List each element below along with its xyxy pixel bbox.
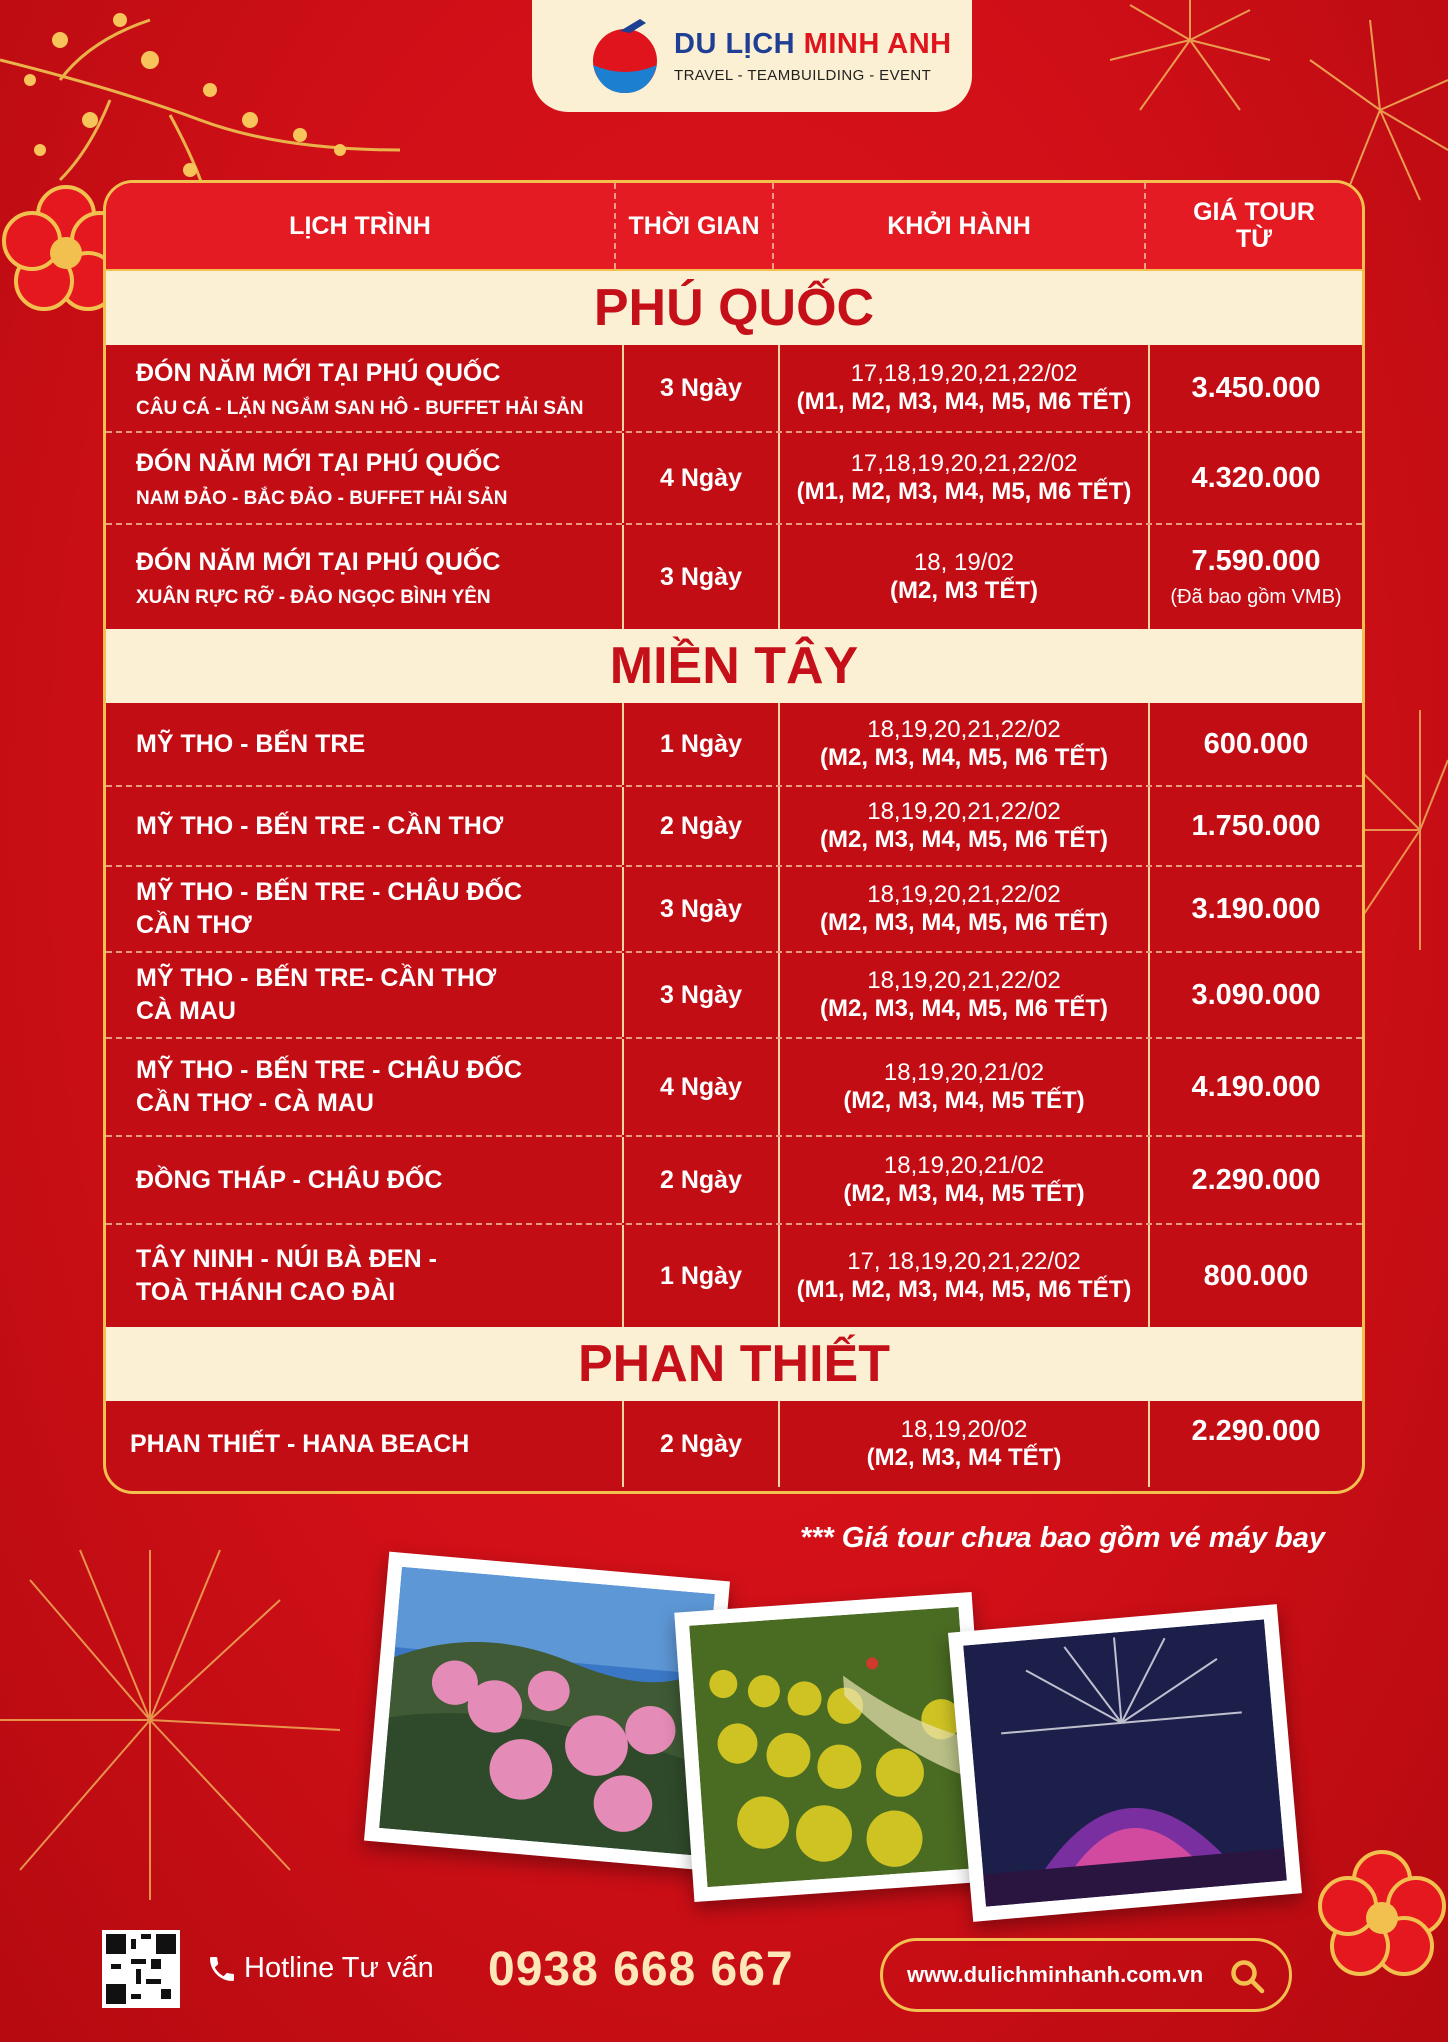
tour-name: MỸ THO - BẾN TRE - CHÂU ĐỐC CẦN THƠ [136, 878, 523, 939]
tour-price: 1.750.000 [1191, 809, 1321, 842]
brand-tagline: TRAVEL - TEAMBUILDING - EVENT [674, 67, 932, 84]
tour-price: 3.450.000 [1191, 371, 1321, 404]
firework-icon [0, 1490, 380, 1910]
departure-dates: 17,18,19,20,21,22/02 [850, 360, 1078, 387]
phone-icon [206, 1953, 238, 1985]
hotline-number[interactable]: 0938 668 667 [488, 1943, 794, 1996]
price-note: (Đã bao gồm VMB) [1170, 586, 1342, 608]
departure-days: (M1, M2, M3, M4, M5, M6 TẾT) [796, 388, 1132, 415]
section-title-mien-tay: MIỀN TÂY [106, 629, 1362, 703]
brand-name: DU LỊCH MINH ANH [674, 28, 952, 60]
departure-days: (M1, M2, M3, M4, M5, M6 TẾT) [796, 478, 1132, 505]
hotline-label-text: Hotline Tư vấn [244, 1952, 434, 1984]
tour-duration: 3 Ngày [624, 867, 780, 951]
departure-days: (M2, M3, M4 TẾT) [866, 1444, 1062, 1471]
tour-name: ĐÓN NĂM MỚI TẠI PHÚ QUỐC [136, 547, 501, 576]
departure-days: (M1, M2, M3, M4, M5, M6 TẾT) [796, 1276, 1132, 1303]
qr-code-icon[interactable] [102, 1930, 180, 2008]
tour-name: TÂY NINH - NÚI BÀ ĐEN - TOÀ THÁNH CAO ĐÀI [136, 1245, 437, 1306]
table-row[interactable] [106, 525, 1362, 629]
search-icon [1229, 1958, 1265, 1994]
table-row[interactable] [106, 345, 1362, 433]
header-price: GIÁ TOUR TỪ [1193, 198, 1315, 253]
departure-dates: 18,19,20,21,22/02 [867, 881, 1061, 908]
tour-duration: 3 Ngày [624, 345, 780, 431]
departure-days: (M2, M3, M4, M5, M6 TẾT) [819, 744, 1109, 771]
tour-duration: 3 Ngày [624, 953, 780, 1037]
departure-days: (M2, M3, M4, M5 TẾT) [843, 1180, 1085, 1207]
tour-name: ĐỒNG THÁP - CHÂU ĐỐC [136, 1165, 443, 1194]
tour-name: MỸ THO - BẾN TRE - CHÂU ĐỐC CẦN THƠ - CÀ MAU [136, 1056, 523, 1117]
table-row[interactable] [106, 1401, 1362, 1487]
tour-name: MỸ THO - BẾN TRE [136, 729, 366, 758]
price-footnote: *** Giá tour chưa bao gồm vé máy bay [799, 1522, 1325, 1554]
table-row[interactable] [106, 1137, 1362, 1225]
departure-dates: 18,19,20/02 [900, 1416, 1028, 1443]
tour-name: MỸ THO - BẾN TRE - CẦN THƠ [136, 811, 504, 840]
brand-logo[interactable] [532, 0, 972, 112]
departure-days: (M2, M3, M4, M5, M6 TẾT) [819, 826, 1109, 853]
tour-duration: 3 Ngày [624, 525, 780, 629]
departure-dates: 17, 18,19,20,21,22/02 [847, 1248, 1081, 1275]
table-row[interactable] [106, 433, 1362, 525]
tour-subtitle: CÂU CÁ - LẶN NGẮM SAN HÔ - BUFFET HẢI SẢN [136, 397, 584, 419]
header-departure: KHỞI HÀNH [774, 183, 1146, 269]
section-title-phan-thiet: PHAN THIẾT [106, 1327, 1362, 1401]
departure-dates: 18,19,20,21/02 [883, 1152, 1045, 1179]
header-itinerary: LỊCH TRÌNH [106, 183, 616, 269]
tour-duration: 1 Ngày [624, 703, 780, 785]
tour-price: 800.000 [1203, 1259, 1309, 1292]
departure-dates: 18,19,20,21/02 [883, 1059, 1045, 1086]
tour-duration: 2 Ngày [624, 1137, 780, 1223]
globe-logo-icon [590, 17, 660, 95]
tour-duration: 2 Ngày [624, 787, 780, 865]
tour-name: PHAN THIẾT - HANA BEACH [130, 1429, 470, 1458]
departure-days: (M2, M3, M4, M5, M6 TẾT) [819, 909, 1109, 936]
tour-price: 7.590.000 [1191, 545, 1321, 577]
tour-name: MỸ THO - BẾN TRE- CẦN THƠ CÀ MAU [136, 964, 497, 1025]
table-row[interactable] [106, 787, 1362, 867]
tour-price: 4.190.000 [1191, 1070, 1321, 1103]
table-row[interactable] [106, 953, 1362, 1039]
hotline-label [206, 1952, 434, 1985]
photo-fireworks-show [948, 1604, 1302, 1922]
table-row[interactable] [106, 703, 1362, 787]
departure-days: (M2, M3 TẾT) [890, 577, 1038, 604]
tour-subtitle: XUÂN RỰC RỠ - ĐẢO NGỌC BÌNH YÊN [136, 586, 491, 608]
tour-price-table [103, 180, 1365, 1494]
departure-dates: 17,18,19,20,21,22/02 [850, 450, 1078, 477]
departure-days: (M2, M3, M4, M5, M6 TẾT) [819, 995, 1109, 1022]
photo-flower-garden [674, 1592, 992, 1902]
section-title-phu-quoc: PHÚ QUỐC [106, 271, 1362, 345]
departure-days: (M2, M3, M4, M5 TẾT) [843, 1087, 1085, 1114]
tour-price: 3.090.000 [1191, 978, 1321, 1011]
tour-price: 4.320.000 [1191, 461, 1321, 494]
tour-name: ĐÓN NĂM MỚI TẠI PHÚ QUỐC [136, 358, 501, 387]
table-row[interactable] [106, 1225, 1362, 1327]
table-row[interactable] [106, 1039, 1362, 1137]
header-duration: THỜI GIAN [616, 183, 774, 269]
website-url: www.dulichminhanh.com.vn [907, 1962, 1204, 1987]
tour-subtitle: NAM ĐẢO - BẮC ĐẢO - BUFFET HẢI SẢN [136, 487, 508, 509]
tour-name: ĐÓN NĂM MỚI TẠI PHÚ QUỐC [136, 448, 501, 477]
tour-duration: 4 Ngày [624, 433, 780, 523]
tour-price: 600.000 [1203, 727, 1309, 760]
table-header [106, 183, 1362, 271]
photo-cherry-blossom-hills [364, 1552, 730, 1871]
tour-price: 3.190.000 [1191, 892, 1321, 925]
departure-dates: 18, 19/02 [913, 549, 1015, 576]
tour-duration: 1 Ngày [624, 1225, 780, 1327]
departure-dates: 18,19,20,21,22/02 [867, 967, 1061, 994]
table-row[interactable] [106, 867, 1362, 953]
plum-blossom-icon [1316, 1850, 1448, 1982]
website-link[interactable] [880, 1938, 1292, 2012]
tour-price: 2.290.000 [1191, 1163, 1321, 1196]
tour-price: 2.290.000 [1191, 1415, 1321, 1447]
tour-duration: 4 Ngày [624, 1039, 780, 1135]
tour-duration: 2 Ngày [624, 1401, 780, 1487]
departure-dates: 18,19,20,21,22/02 [867, 716, 1061, 743]
departure-dates: 18,19,20,21,22/02 [867, 798, 1061, 825]
